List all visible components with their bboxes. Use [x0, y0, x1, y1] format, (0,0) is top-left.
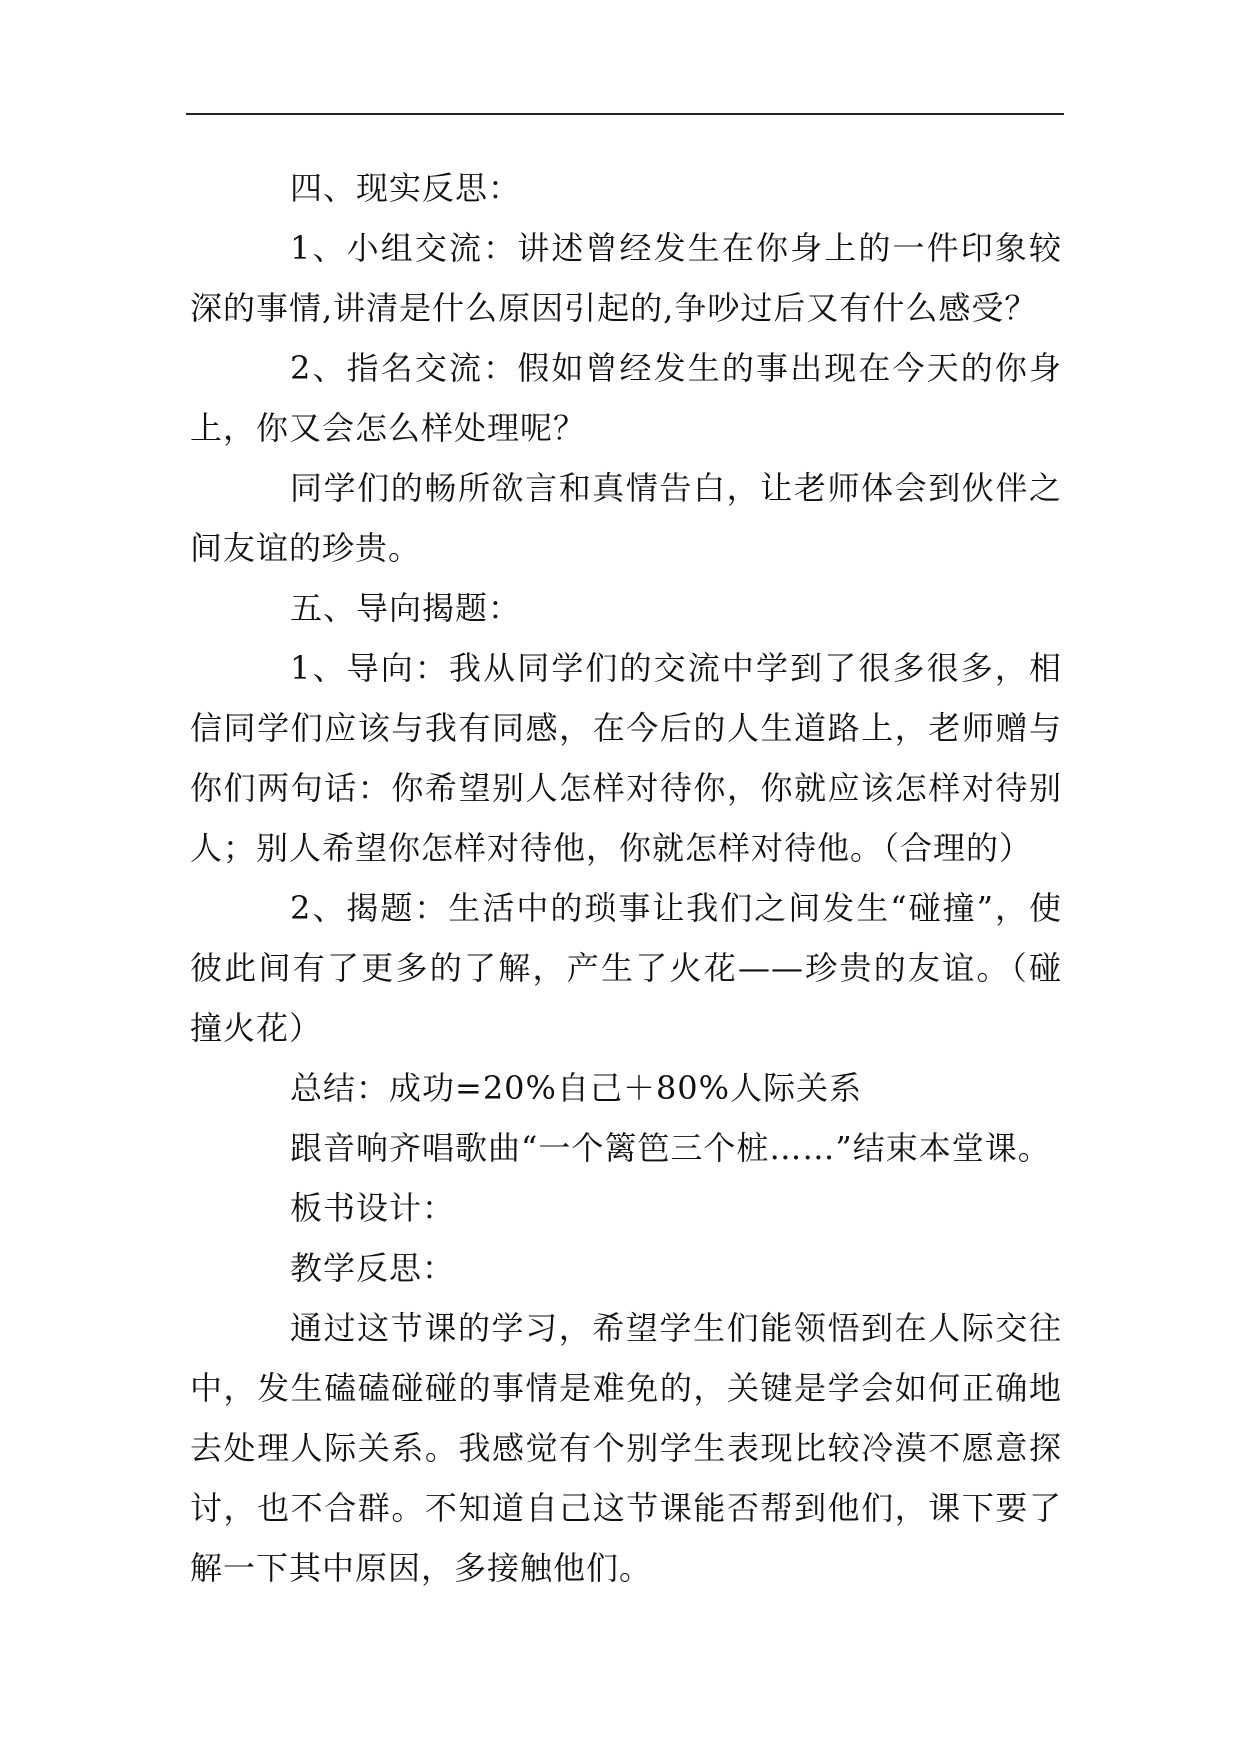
section-heading-board-design: 板书设计：	[290, 1189, 456, 1227]
paragraph-group-discussion: 1、小组交流：讲述曾经发生在你身上的一件印象较深的事情,讲清是什么原因引起的,争吵过后又有什么感受？	[190, 229, 1062, 327]
paragraph-song: 跟音响齐唱歌曲“一个篱笆三个桩……”结束本堂课。	[290, 1129, 1051, 1167]
paragraph-teaching-reflection: 通过这节课的学习，希望学生们能领悟到在人际交往中，发生磕磕碰碰的事情是难免的，关键是学会如何正确地去处理人际关系。我感觉有个别学生表现比较冷漠不愿意探讨，也不合群。不知道自己这节课能否帮到他们，课下要了解一下其中原因，多接触他们。	[190, 1309, 1062, 1587]
paragraph-named-discussion: 2、指名交流：假如曾经发生的事出现在今天的你身上，你又会怎么样处理呢？	[190, 349, 1062, 447]
header-rule	[186, 113, 1064, 115]
paragraph-friendship: 同学们的畅所欲言和真情告白，让老师体会到伙伴之间友谊的珍贵。	[190, 469, 1062, 567]
section-heading-teaching-reflection: 教学反思：	[290, 1249, 456, 1287]
paragraph-summary: 总结：成功=20%自己＋80%人际关系	[290, 1069, 863, 1107]
section-heading-guidance: 五、导向揭题：	[290, 589, 522, 627]
paragraph-topic-reveal: 2、揭题：生活中的琐事让我们之间发生“碰撞”，使彼此间有了更多的了解，产生了火花——珍贵的友谊。（碰撞火花）	[190, 889, 1062, 1047]
paragraph-guidance: 1、导向：我从同学们的交流中学到了很多很多，相信同学们应该与我有同感，在今后的人生道路上，老师赠与你们两句话：你希望别人怎样对待你，你就应该怎样对待别人；别人希望你怎样对待他，你就怎样对待他。（合理的）	[190, 649, 1062, 867]
section-heading-reflection: 四、现实反思：	[290, 169, 522, 207]
document-body	[190, 158, 1062, 1598]
